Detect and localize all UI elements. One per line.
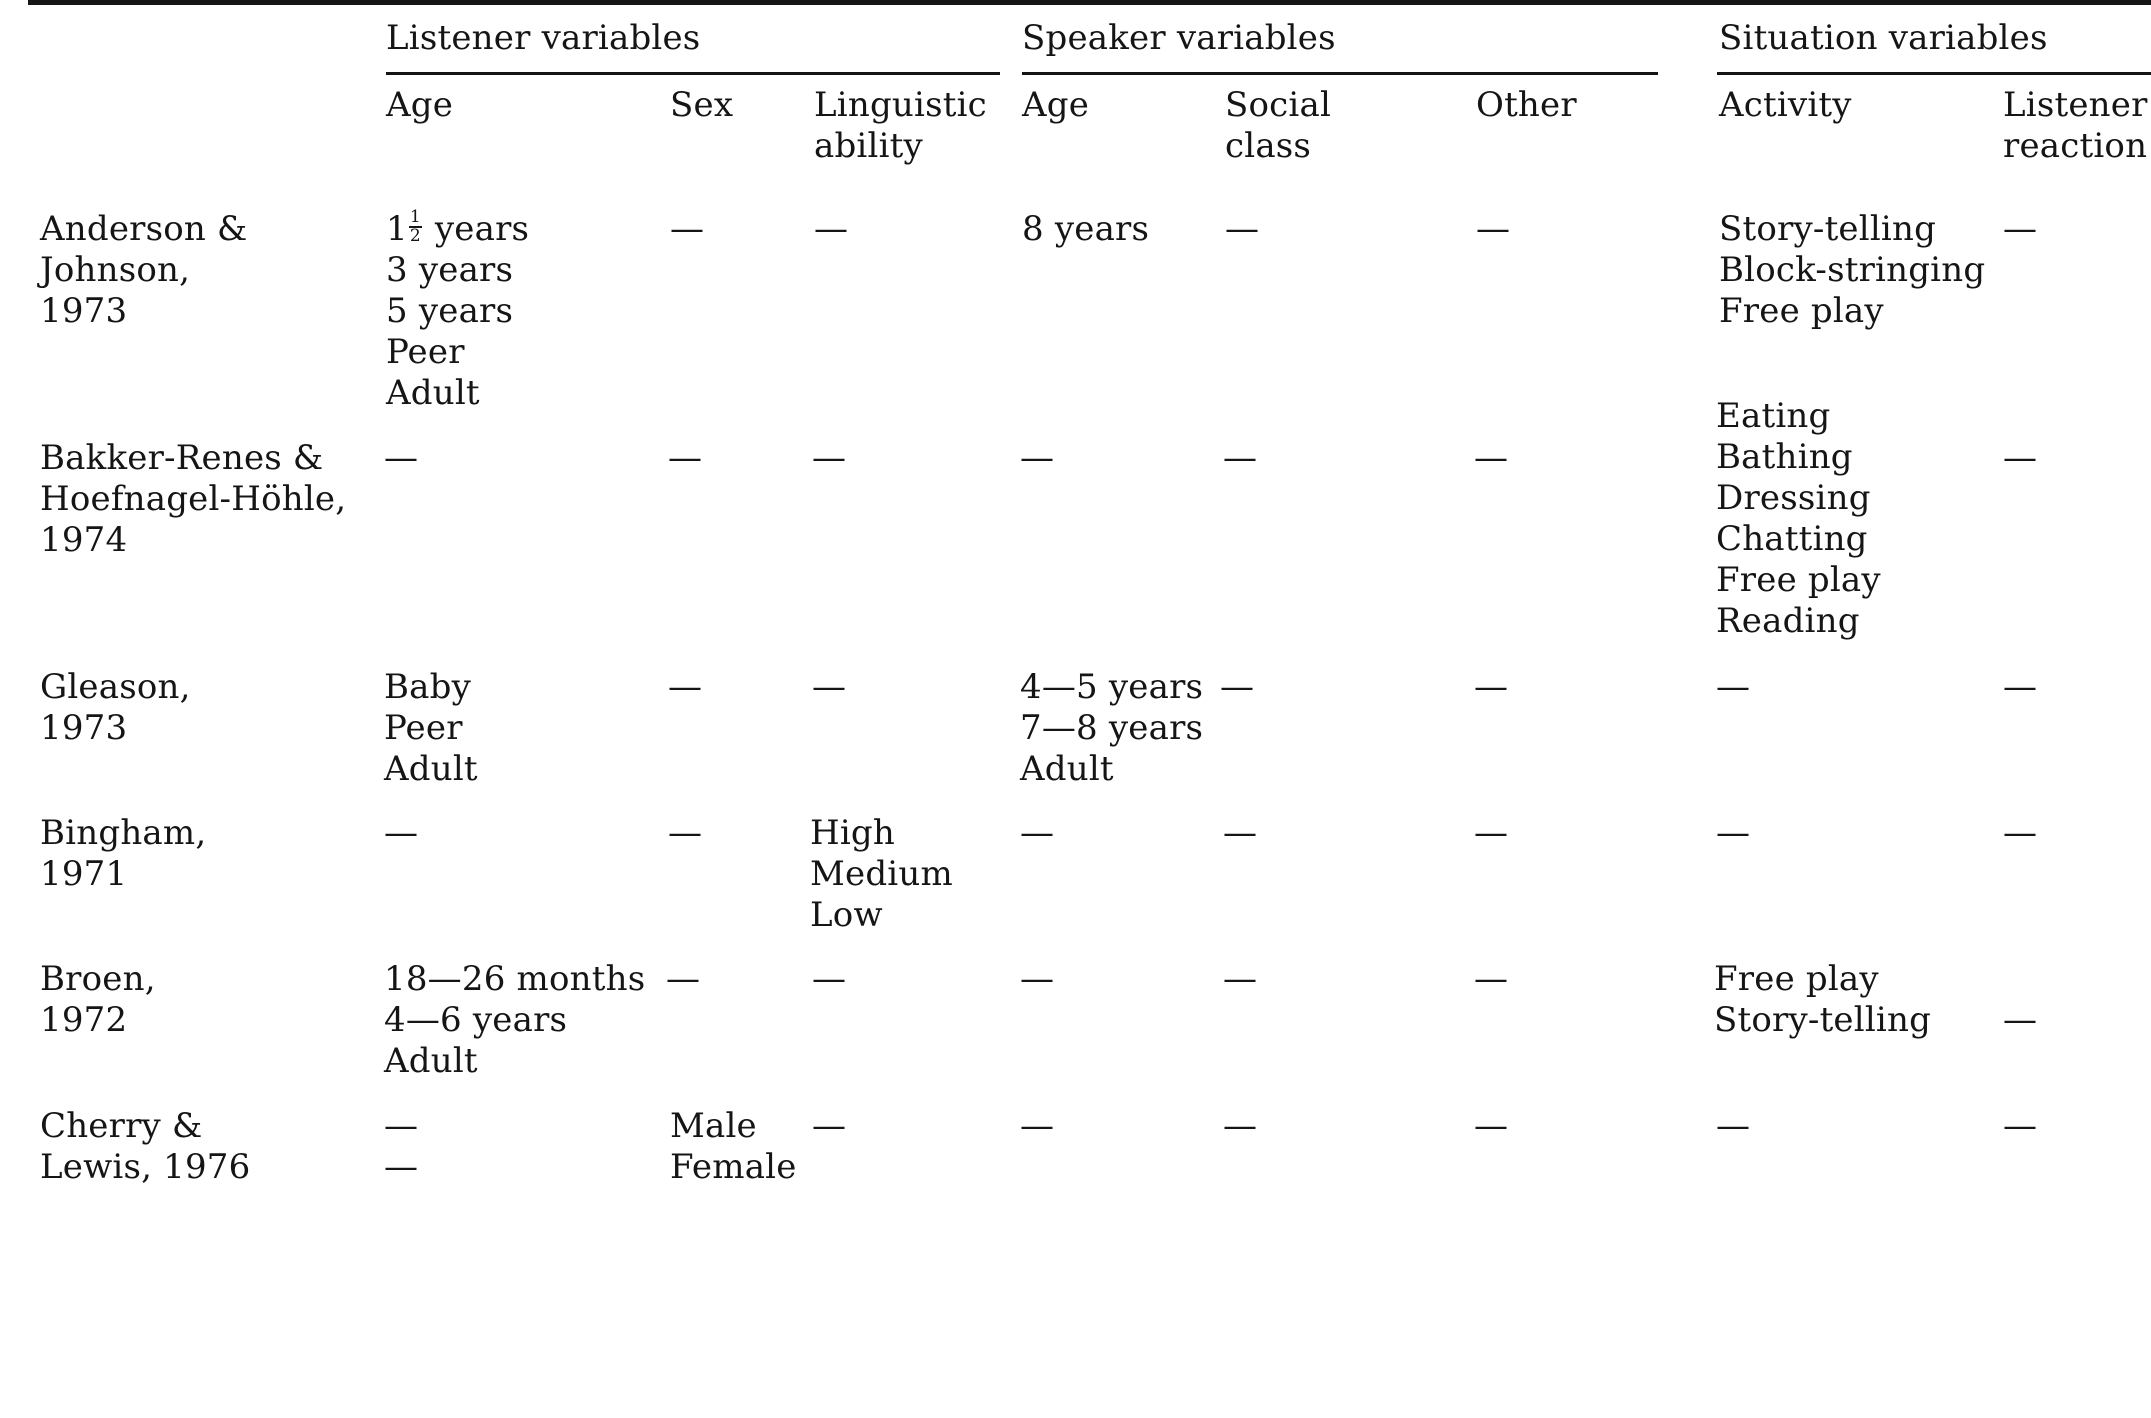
bingham-listener-sex: — — [668, 813, 703, 853]
listener-variables-header: Listener variables — [386, 18, 701, 58]
gleason-speaker-social-class: — — [1220, 667, 1255, 707]
listener-linguistic-ability-column-header: Linguistic ability — [814, 85, 987, 166]
anderson-speaker-social-class: — — [1225, 209, 1260, 249]
bakker-listener-linguistic-ability: — — [812, 438, 847, 478]
gleason-speaker-age: 4—5 years 7—8 years Adult — [1020, 667, 1204, 789]
bakker-listener-age: — — [384, 438, 419, 478]
bingham-speaker-age: — — [1020, 813, 1055, 853]
anderson-listener-sex: — — [670, 209, 705, 249]
bingham-speaker-other: — — [1474, 813, 1509, 853]
anderson-speaker-age: 8 years — [1022, 209, 1150, 249]
gleason-listener-linguistic-ability: — — [812, 667, 847, 707]
situation-listener-reaction-column-header: Listener reaction — [2003, 85, 2148, 166]
bingham-listener-linguistic-ability: High Medium Low — [810, 813, 953, 935]
study-broen: Broen, 1972 — [40, 959, 156, 1040]
cherry-situation-listener-reaction: — — [2003, 1106, 2038, 1146]
listener-age-column-header: Age — [386, 85, 454, 125]
bakker-speaker-age: — — [1020, 438, 1055, 478]
study-cherry-lewis: Cherry & Lewis, 1976 — [40, 1106, 251, 1187]
broen-listener-linguistic-ability: — — [812, 959, 847, 999]
anderson-speaker-other: — — [1476, 209, 1511, 249]
cherry-situation-activity: — — [1716, 1106, 1751, 1146]
situation-variables-header: Situation variables — [1719, 18, 2048, 58]
bakker-situation-activity: Eating Bathing Dressing Chatting Free play Reading — [1716, 396, 1881, 641]
gleason-listener-sex: — — [668, 667, 703, 707]
cherry-speaker-age: — — [1020, 1106, 1055, 1146]
cherry-speaker-social-class: — — [1223, 1106, 1258, 1146]
bakker-speaker-social-class: — — [1223, 438, 1258, 478]
bingham-situation-listener-reaction: — — [2003, 813, 2038, 853]
broen-listener-sex: — — [666, 959, 701, 999]
speaker-variables-header: Speaker variables — [1022, 18, 1336, 58]
bingham-speaker-social-class: — — [1223, 813, 1258, 853]
speaker-other-column-header: Other — [1476, 85, 1577, 125]
anderson-age-fraction-denominator: 2 — [409, 226, 421, 246]
anderson-listener-linguistic-ability: — — [814, 209, 849, 249]
bakker-listener-sex: — — [668, 438, 703, 478]
study-bingham: Bingham, 1971 — [40, 813, 207, 894]
broen-speaker-social-class: — — [1223, 959, 1258, 999]
anderson-situation-activity: Story-telling Block-stringing Free play — [1719, 209, 1986, 331]
cherry-listener-linguistic-ability: — — [812, 1106, 847, 1146]
gleason-situation-listener-reaction: — — [2003, 667, 2038, 707]
gleason-speaker-other: — — [1474, 667, 1509, 707]
bingham-listener-age: — — [384, 813, 419, 853]
situation-activity-column-header: Activity — [1719, 85, 1852, 125]
anderson-situation-listener-reaction: — — [2003, 209, 2038, 249]
listener-group-rule — [386, 72, 1000, 75]
anderson-listener-age-first — [386, 209, 529, 250]
anderson-age-fraction-numerator: 1 — [409, 207, 421, 227]
listener-sex-column-header: Sex — [670, 85, 734, 125]
broen-situation-listener-reaction: — — [2003, 1000, 2038, 1040]
cherry-listener-age: — — — [384, 1106, 419, 1187]
broen-speaker-age: — — [1020, 959, 1055, 999]
bakker-speaker-other: — — [1474, 438, 1509, 478]
speaker-age-column-header: Age — [1022, 85, 1090, 125]
speaker-social-class-column-header: Social class — [1225, 85, 1332, 166]
speaker-group-rule — [1022, 72, 1658, 75]
cherry-speaker-other: — — [1474, 1106, 1509, 1146]
cherry-listener-sex: Male Female — [670, 1106, 797, 1187]
anderson-age-unit: years — [434, 209, 530, 249]
bingham-situation-activity: — — [1716, 813, 1751, 853]
study-bakker-renes-hoefnagel-hohle: Bakker-Renes & Hoefnagel-Höhle, 1974 — [40, 438, 347, 560]
broen-listener-age: 18—26 months 4—6 years Adult — [384, 959, 646, 1081]
study-gleason: Gleason, 1973 — [40, 667, 191, 748]
broen-situation-activity: Free play Story-telling — [1714, 959, 1932, 1040]
top-rule — [28, 0, 2151, 5]
study-anderson-johnson: Anderson & Johnson, 1973 — [40, 209, 248, 331]
broen-speaker-other: — — [1474, 959, 1509, 999]
situation-group-rule — [1717, 72, 2151, 75]
gleason-situation-activity: — — [1716, 667, 1751, 707]
gleason-listener-age: Baby Peer Adult — [384, 667, 478, 789]
anderson-age-whole: 1 — [386, 209, 408, 249]
bakker-situation-listener-reaction: — — [2003, 438, 2038, 478]
anderson-age-fraction — [409, 209, 422, 245]
anderson-listener-age-rest: 3 years 5 years Peer Adult — [386, 250, 514, 413]
